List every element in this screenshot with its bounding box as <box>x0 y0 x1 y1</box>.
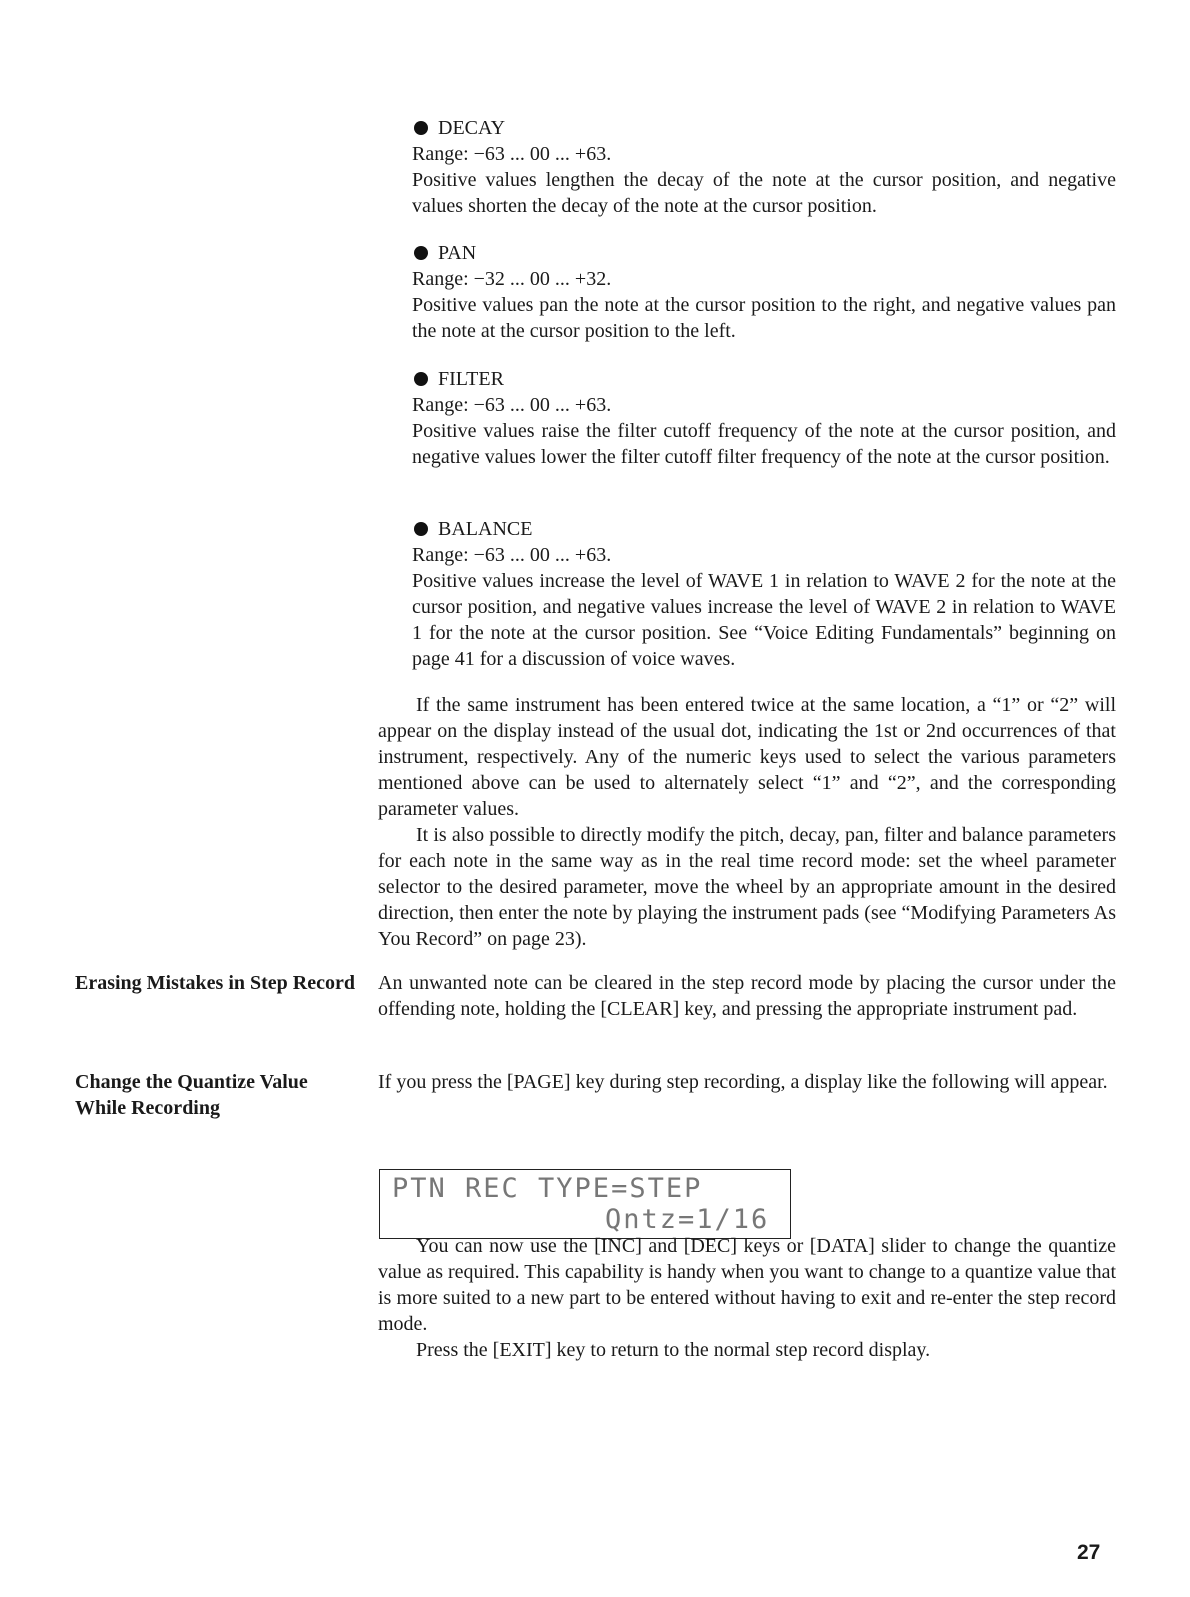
paragraph-exit: Press the [EXIT] key to return to the normal step record display. <box>416 1339 931 1361</box>
section-title-erasing: Erasing Mistakes in Step Record <box>75 972 355 994</box>
param-range: Range: −63 ... 00 ... +63. <box>412 394 612 416</box>
paragraph-erasing: An unwanted note can be cleared in the step record mode by placing the cursor under the offending note, holding the [CLEAR] key, and pressing the appropriate instrument pad. <box>378 972 1116 1020</box>
paragraph-quantize-intro: If you press the [PAGE] key during step recording, a display like the following will appear. <box>378 1071 1108 1093</box>
param-description: Positive values raise the filter cutoff frequency of the note at the cursor position, and negative values lower the filter cutoff filter frequency of the note at the cursor position. <box>412 420 1116 468</box>
param-name: PAN <box>438 242 477 264</box>
bullet-icon <box>414 372 428 386</box>
param-pan <box>412 240 1116 344</box>
param-name: FILTER <box>438 368 504 390</box>
param-range: Range: −63 ... 00 ... +63. <box>412 143 612 165</box>
page-number: 27 <box>1077 1541 1101 1564</box>
param-description: Positive values pan the note at the cursor position to the right, and negative values pan the note at the cursor position to the left. <box>412 294 1116 342</box>
param-name: BALANCE <box>438 518 533 540</box>
param-range: Range: −63 ... 00 ... +63. <box>412 544 612 566</box>
section-title-quantize: Change the Quantize Value While Recording <box>75 1071 308 1119</box>
body-text-after-lcd <box>378 1233 1116 1363</box>
param-balance <box>412 516 1116 672</box>
param-heading <box>412 366 1116 392</box>
param-heading <box>412 516 1116 542</box>
bullet-icon <box>414 121 428 135</box>
param-description: Positive values lengthen the decay of the note at the cursor position, and negative values shorten the decay of the note at the cursor position. <box>412 169 1116 217</box>
body-text <box>378 692 1116 952</box>
param-range: Range: −32 ... 00 ... +32. <box>412 268 612 290</box>
lcd-line-2: Qntz=1/16 <box>605 1204 770 1235</box>
bullet-icon <box>414 522 428 536</box>
paragraph-quantize-change: You can now use the [INC] and [DEC] keys or [DATA] slider to change the quantize value as required. This capability is handy when you want to change to a quantize value that is more suited to a new part to be entered without having to exit and re-enter the step record mode. <box>378 1235 1116 1335</box>
param-decay <box>412 115 1116 219</box>
param-description: Positive values increase the level of WAVE 1 in relation to WAVE 2 for the note at the cursor position, and negative values increase the level of WAVE 2 in relation to WAVE 1 for the note at the cursor position. See “Voice Editing Fundamentals” beginning on page 41 for a discussion of voice waves. <box>412 570 1116 670</box>
lcd-line-1: PTN REC TYPE=STEP <box>392 1173 703 1204</box>
param-heading <box>412 240 1116 266</box>
bullet-icon <box>414 246 428 260</box>
param-heading <box>412 115 1116 141</box>
paragraph-same-instrument: If the same instrument has been entered twice at the same location, a “1” or “2” will appear on the display instead of the usual dot, indicating the 1st or 2nd occurrences of that instrument, respectively. Any of the numeric keys used to select the various parameters mentioned above can be used to alternately select “1” and “2”, and the corresponding parameter values. <box>378 694 1116 820</box>
lcd-display <box>379 1169 791 1239</box>
param-filter <box>412 366 1116 470</box>
paragraph-direct-modify: It is also possible to directly modify the pitch, decay, pan, filter and balance parameters for each note in the same way as in the real time record mode: set the wheel parameter selector to the desired parameter, move the wheel by an appropriate amount in the desired direction, then enter the note by playing the instrument pads (see “Modifying Parameters As You Record” on page 23). <box>378 824 1116 950</box>
param-name: DECAY <box>438 117 506 139</box>
